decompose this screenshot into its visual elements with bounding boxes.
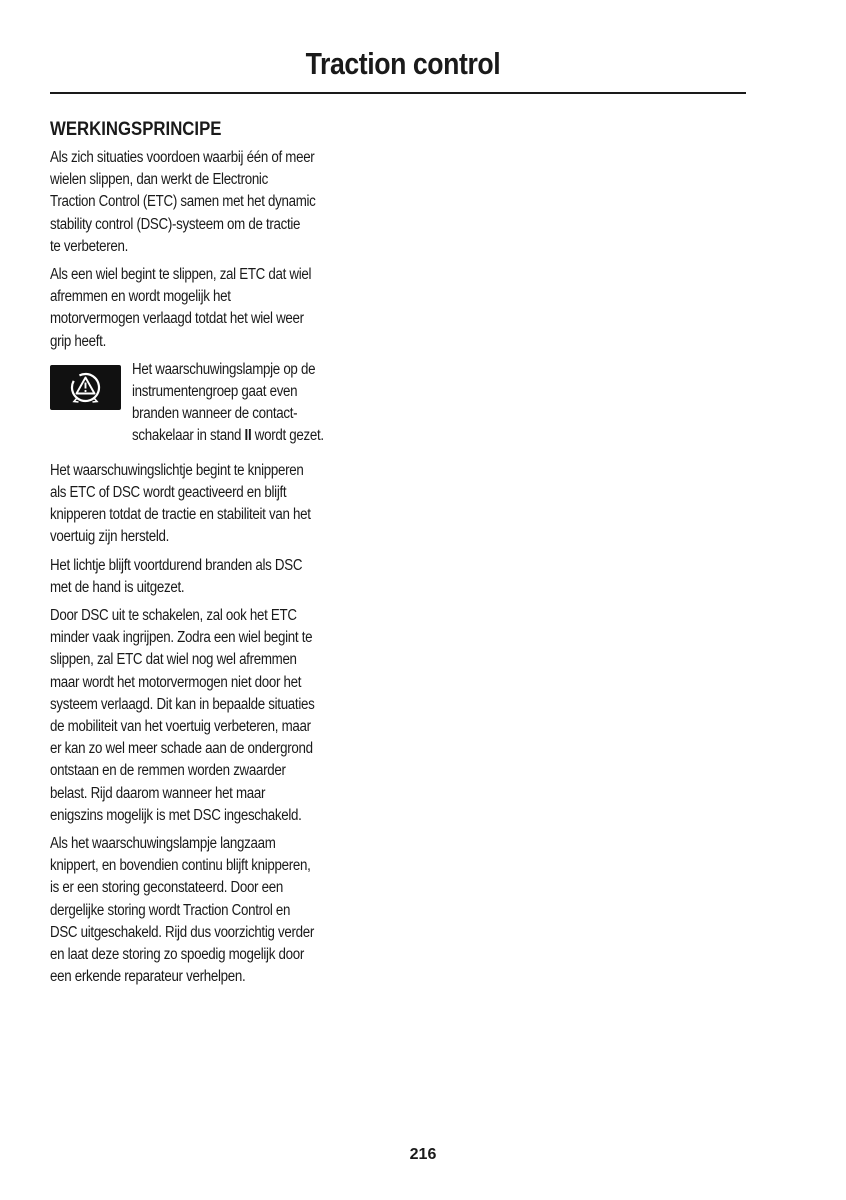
- text-line: wielen slippen, dan werkt de Electronic: [50, 171, 268, 189]
- text-line: minder vaak ingrijpen. Zodra een wiel begint te: [50, 629, 313, 647]
- text-line: grip heeft.: [50, 332, 106, 350]
- text-line: motorvermogen verlaagd totdat het wiel weer: [50, 310, 304, 328]
- text-line: met de hand is uitgezet.: [50, 578, 185, 596]
- text-line: stability control (DSC)-systeem om de tractie: [50, 215, 301, 233]
- paragraph-intro: [50, 147, 380, 258]
- text-line: Door DSC uit te schakelen, zal ook het ETC: [50, 607, 297, 625]
- text-line: enigszins mogelijk is met DSC ingeschakeld.: [50, 806, 302, 824]
- text-line: knipperen totdat de tractie en stabiliteit van het: [50, 506, 311, 524]
- paragraph-wheel-slip: [50, 264, 380, 353]
- warning-lamp-text: [132, 359, 390, 448]
- text-line: voertuig zijn hersteld.: [50, 528, 170, 546]
- text-line: instrumentengroep gaat even: [132, 383, 298, 401]
- paragraph-fault: [50, 833, 380, 988]
- text-line: knippert, en bovendien continu blijft knipperen,: [50, 857, 311, 875]
- text-line: Als het waarschuwingslampje langzaam: [50, 835, 276, 853]
- text-line: een erkende reparateur verhelpen.: [50, 968, 246, 986]
- text-line: te verbeteren.: [50, 237, 129, 255]
- text-line: Als zich situaties voordoen waarbij één of meer: [50, 149, 315, 166]
- text-line: Het lichtje blijft voortdurend branden als DSC: [50, 556, 303, 574]
- page-title: Traction control: [305, 46, 500, 81]
- text-fragment: schakelaar in stand: [132, 427, 245, 445]
- text-line: ontstaan en de remmen worden zwaarder: [50, 762, 286, 780]
- text-line: Het waarschuwingslampje op de: [132, 360, 316, 378]
- text-fragment: wordt gezet.: [251, 427, 324, 445]
- text-line: systeem verlaagd. Dit kan in bepaalde situaties: [50, 695, 315, 713]
- text-line: afremmen en wordt mogelijk het: [50, 288, 231, 306]
- text-line: is er een storing geconstateerd. Door een: [50, 879, 283, 897]
- section-heading: WERKINGSPRINCIPE: [50, 118, 222, 140]
- text-line: Het waarschuwingslichtje begint te knipperen: [50, 461, 304, 479]
- paragraph-dsc-off: [50, 555, 380, 599]
- title-divider: [50, 92, 746, 94]
- text-line: belast. Rijd daarom wanneer het maar: [50, 784, 266, 802]
- text-line: en laat deze storing zo spoedig mogelijk door: [50, 946, 304, 964]
- text-line: de mobiliteit van het voertuig verbeteren, maar: [50, 718, 311, 736]
- paragraph-flashing: [50, 460, 380, 549]
- text-line: er kan zo wel meer schade aan de ondergrond: [50, 740, 313, 758]
- traction-control-warning-icon: [50, 365, 121, 410]
- paragraph-dsc-disable: [50, 605, 380, 827]
- text-line: als ETC of DSC wordt geactiveerd en blijft: [50, 484, 287, 502]
- text-line: branden wanneer de contact-: [132, 405, 298, 423]
- text-line: [132, 425, 390, 447]
- text-line: DSC uitgeschakeld. Rijd dus voorzichtig verder: [50, 923, 314, 941]
- text-line: Traction Control (ETC) samen met het dynamic: [50, 193, 316, 211]
- content-column: [50, 117, 380, 995]
- ignition-position-label: II: [244, 427, 252, 445]
- text-line: maar wordt het motorvermogen niet door het: [50, 673, 302, 691]
- text-line: Als een wiel begint te slippen, zal ETC dat wiel: [50, 266, 312, 284]
- text-line: slippen, zal ETC dat wiel nog wel afremmen: [50, 651, 297, 669]
- warning-lamp-note: [50, 359, 380, 454]
- page-number: 216: [409, 1146, 437, 1163]
- text-line: dergelijke storing wordt Traction Control en: [50, 901, 291, 919]
